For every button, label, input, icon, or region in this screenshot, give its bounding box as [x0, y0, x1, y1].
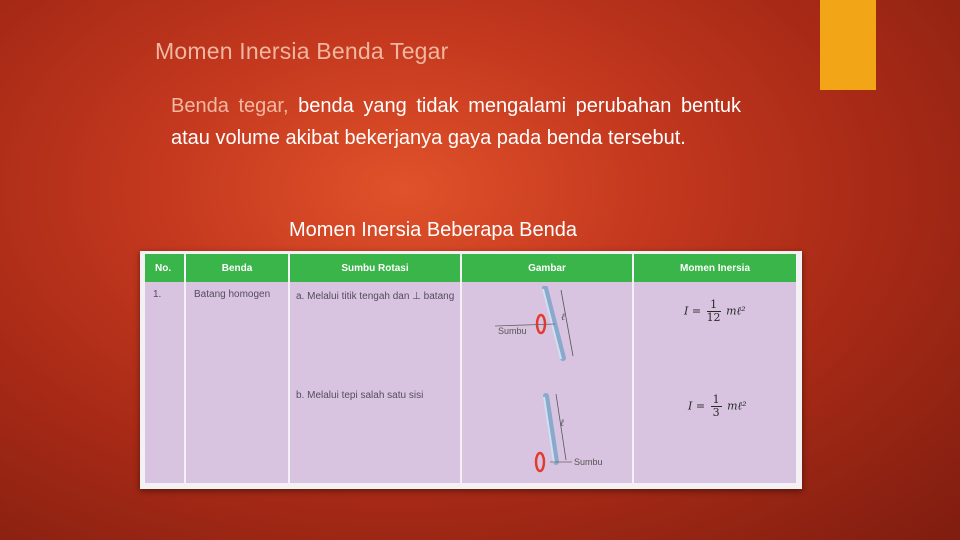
formula-center: I = $\frac{1}{12}$ mℓ² [684, 298, 746, 324]
rod-center-axis-figure [495, 286, 595, 362]
length-label: ℓ [561, 312, 566, 323]
rotation-arrow-icon [536, 453, 544, 471]
fraction: $\frac{1}{3}$ [712, 393, 720, 419]
rod-shape [546, 396, 556, 462]
cell-sumbu-rotasi [289, 282, 461, 483]
fraction: $\frac{1}{12}$ [706, 298, 721, 324]
table-header-row [145, 254, 796, 282]
definition-text: benda yang tidak mengalami perubahan bentuk atau volume akibat bekerjanya gaya pada benda tersebut. [171, 95, 741, 149]
rotation-axis-a: a. Melalui titik tengah dan ⊥ batang [296, 291, 455, 302]
accent-bar [820, 0, 876, 90]
definition-term: Benda tegar, [171, 95, 289, 117]
inertia-table [145, 254, 796, 483]
definition-paragraph [171, 90, 741, 154]
inertia-table-container [140, 251, 802, 489]
cell-benda: Batang homogen [185, 282, 289, 483]
rod-end-axis-figure [520, 390, 610, 480]
cell-no: 1. [145, 282, 185, 483]
header-momen-inersia: Momen Inersia [633, 254, 796, 282]
table-subtitle: Momen Inersia Beberapa Benda [289, 219, 577, 241]
header-benda: Benda [185, 254, 289, 282]
slide-title: Momen Inersia Benda Tegar [155, 38, 449, 64]
length-label: ℓ [560, 418, 565, 429]
header-no: No. [145, 254, 185, 282]
axis-label: Sumbu [498, 326, 527, 336]
axis-label: Sumbu [574, 457, 603, 467]
formula-end: I = $\frac{1}{3}$ mℓ² [688, 393, 747, 419]
header-sumbu-rotasi: Sumbu Rotasi [289, 254, 461, 282]
rotation-axis-b: b. Melalui tepi salah satu sisi [296, 390, 424, 401]
rod-shape [545, 288, 566, 358]
header-gambar: Gambar [461, 254, 633, 282]
